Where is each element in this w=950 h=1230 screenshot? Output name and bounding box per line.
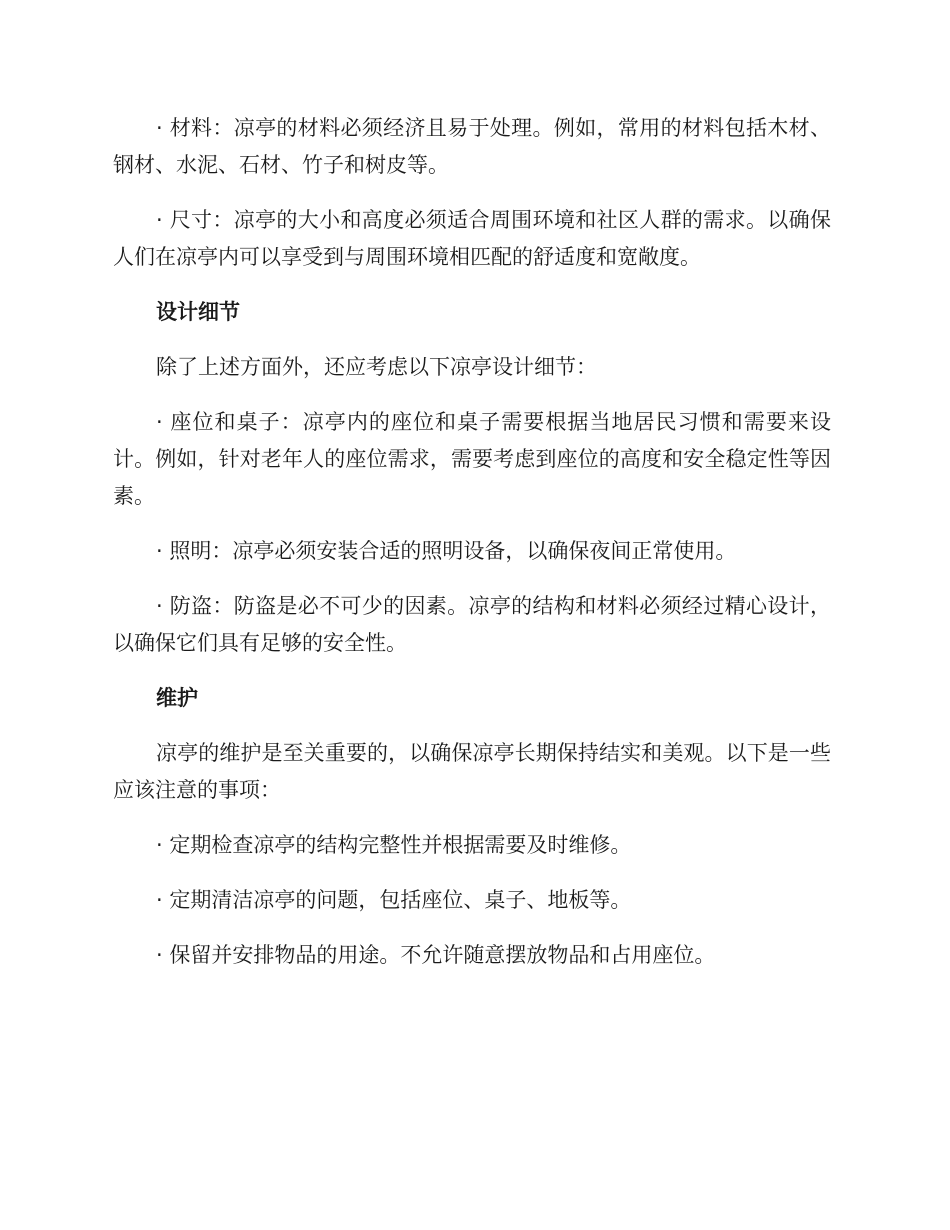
maintenance-heading: 维护 bbox=[156, 686, 198, 710]
maintenance-item: · 定期清洁凉亭的问题，包括座位、桌子、地板等。 bbox=[156, 888, 632, 912]
size-paragraph: · 尺寸：凉亭的大小和高度必须适合周围环境和社区人群的需求。以确保人们在凉亭内可以享受到与周围环境相匹配的舒适度和宽敞度。 bbox=[113, 208, 831, 269]
design-details-intro: 除了上述方面外，还应考虑以下凉亭设计细节： bbox=[156, 355, 597, 379]
lighting-paragraph: · 照明：凉亭必须安装合适的照明设备，以确保夜间正常使用。 bbox=[156, 539, 737, 563]
maintenance-intro: 凉亭的维护是至关重要的，以确保凉亭长期保持结实和美观。以下是一些应该注意的事项： bbox=[113, 741, 831, 802]
design-details-heading: 设计细节 bbox=[156, 300, 240, 324]
maintenance-item: · 保留并安排物品的用途。不允许随意摆放物品和占用座位。 bbox=[156, 943, 716, 967]
materials-paragraph: · 材料：凉亭的材料必须经济且易于处理。例如，常用的材料包括木材、钢材、水泥、石材、竹子和树皮等。 bbox=[113, 116, 831, 177]
seating-paragraph: · 座位和桌子：凉亭内的座位和桌子需要根据当地居民习惯和需要来设计。例如，针对老年人的座位需求，需要考虑到座位的高度和安全稳定性等因素。 bbox=[113, 410, 831, 508]
security-paragraph: · 防盗：防盗是必不可少的因素。凉亭的结构和材料必须经过精心设计，以确保它们具有足够的安全性。 bbox=[113, 594, 831, 655]
maintenance-item: · 定期检查凉亭的结构完整性并根据需要及时维修。 bbox=[156, 833, 632, 857]
document-body bbox=[113, 110, 831, 992]
